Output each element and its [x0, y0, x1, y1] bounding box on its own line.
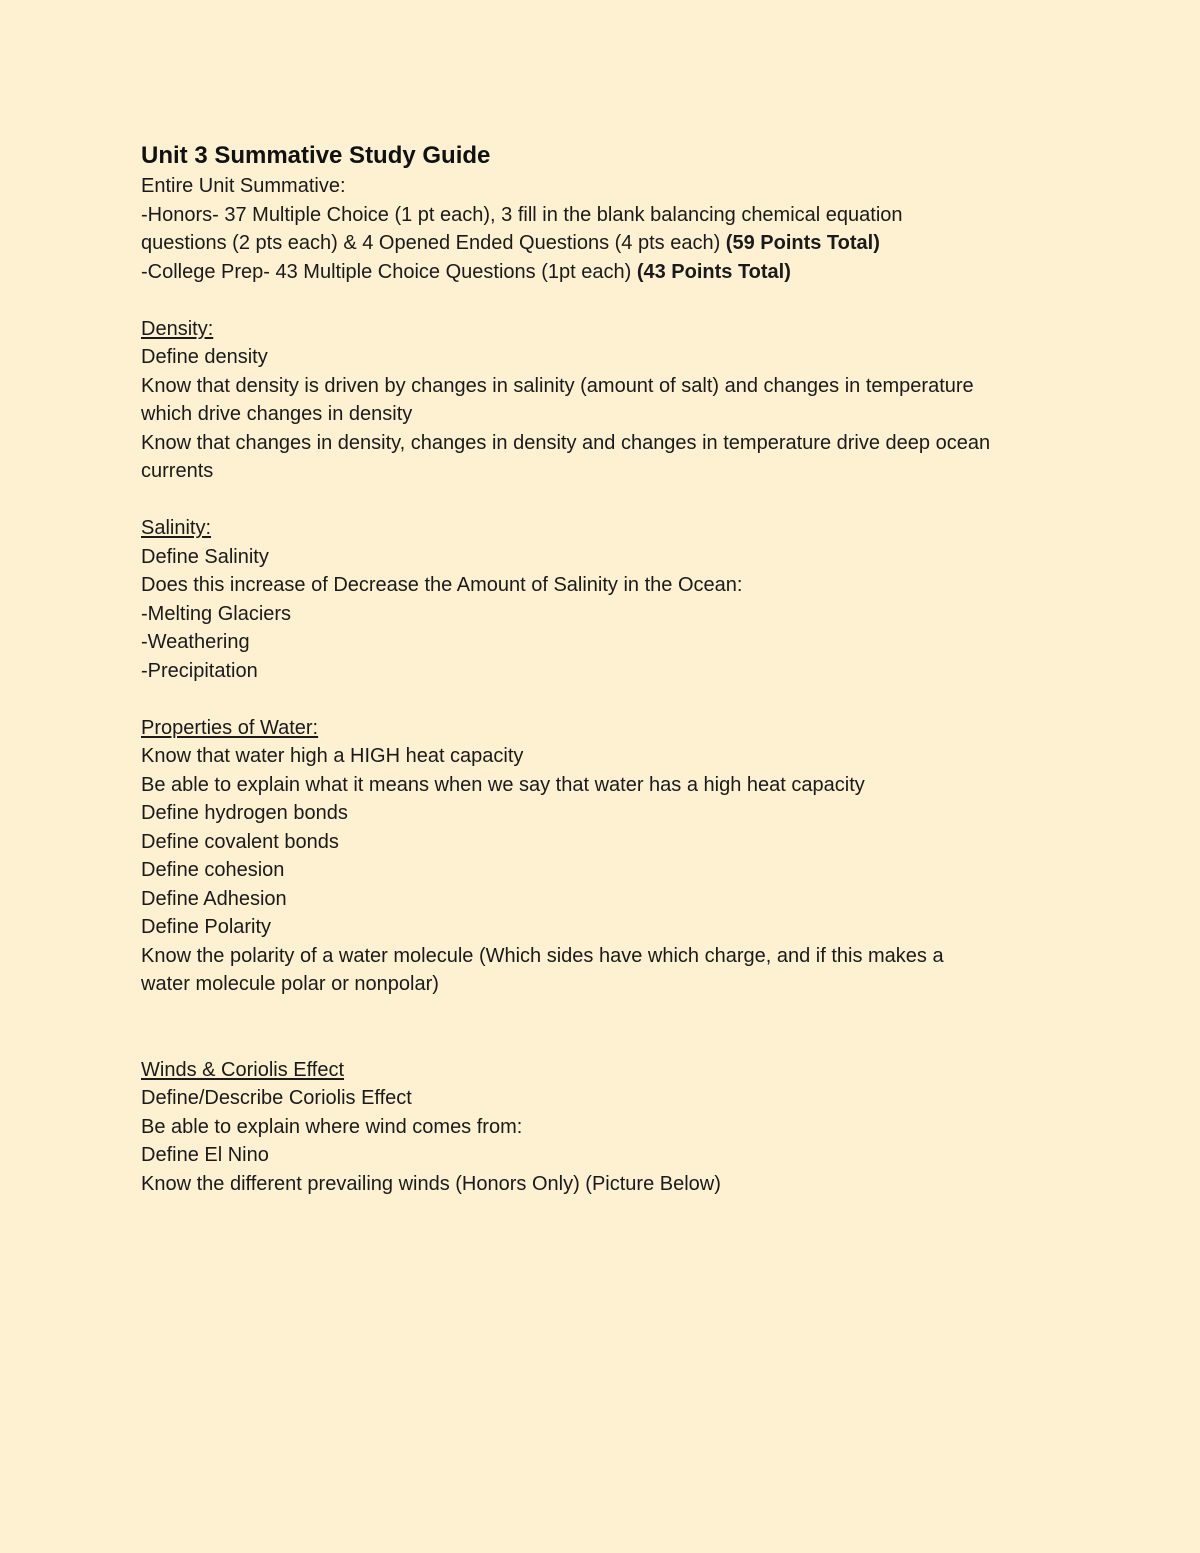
overview-label: Entire Unit Summative:	[141, 175, 346, 197]
salinity-heading: Salinity:	[141, 517, 212, 539]
list-item: Define Polarity	[141, 916, 272, 938]
spacer	[141, 486, 1101, 515]
list-item: Define hydrogen bonds	[141, 802, 348, 824]
list-item: water molecule polar or nonpolar)	[141, 973, 439, 995]
list-item: Define cohesion	[141, 859, 285, 881]
honors-line-2	[141, 229, 1101, 258]
spacer	[141, 1027, 1101, 1056]
list-item: Be able to explain what it means when we say that water has a high heat capacity	[141, 773, 865, 796]
list-item: Define Salinity	[141, 545, 269, 568]
density-heading: Density:	[141, 317, 214, 340]
list-item: Know the polarity of a water molecule (Which sides have which charge, and if this makes a	[141, 944, 944, 967]
list-item: Be able to explain where wind comes from:	[141, 1115, 523, 1138]
salinity-section	[141, 514, 1101, 685]
list-item: Know the different prevailing winds (Honors Only) (Picture Below)	[141, 1172, 721, 1195]
list-item: Know that density is driven by changes in salinity (amount of salt) and changes in temperature	[141, 374, 974, 397]
list-item: Know that water high a HIGH heat capacity	[141, 745, 524, 767]
list-item: Define covalent bonds	[141, 830, 339, 853]
college-prep-line	[141, 258, 1101, 287]
list-item: which drive changes in density	[141, 403, 413, 425]
page-title: Unit 3 Summative Study Guide	[141, 142, 491, 169]
honors-line-2-text: questions (2 pts each) & 4 Opened Ended Questions (4 pts each)	[141, 232, 726, 254]
list-item: Define El Nino	[141, 1144, 269, 1166]
list-item: Define density	[141, 346, 268, 368]
list-item: Know that changes in density, changes in density and changes in temperature drive deep ocean	[141, 431, 991, 454]
spacer	[141, 999, 1101, 1028]
list-item: -Precipitation	[141, 659, 258, 682]
list-item: currents	[141, 460, 214, 482]
water-properties-section	[141, 714, 1101, 999]
study-guide-page	[141, 140, 1101, 1198]
honors-points-total: (59 Points Total)	[725, 232, 880, 254]
density-section	[141, 315, 1101, 486]
list-item: -Melting Glaciers	[141, 602, 292, 625]
list-item: Define Adhesion	[141, 887, 287, 910]
winds-section	[141, 1056, 1101, 1199]
spacer	[141, 286, 1101, 315]
list-item: -Weathering	[141, 631, 250, 653]
list-item: Define/Describe Coriolis Effect	[141, 1087, 412, 1109]
spacer	[141, 685, 1101, 714]
college-prep-points-total: (43 Points Total)	[636, 260, 791, 283]
water-heading: Properties of Water:	[141, 716, 319, 739]
honors-line-1: -Honors- 37 Multiple Choice (1 pt each), 3 fill in the blank balancing chemical equation	[141, 203, 903, 226]
winds-heading: Winds & Coriolis Effect	[141, 1058, 345, 1081]
college-prep-text: -College Prep- 43 Multiple Choice Questions (1pt each)	[141, 260, 637, 283]
list-item: Does this increase of Decrease the Amount of Salinity in the Ocean:	[141, 574, 743, 596]
